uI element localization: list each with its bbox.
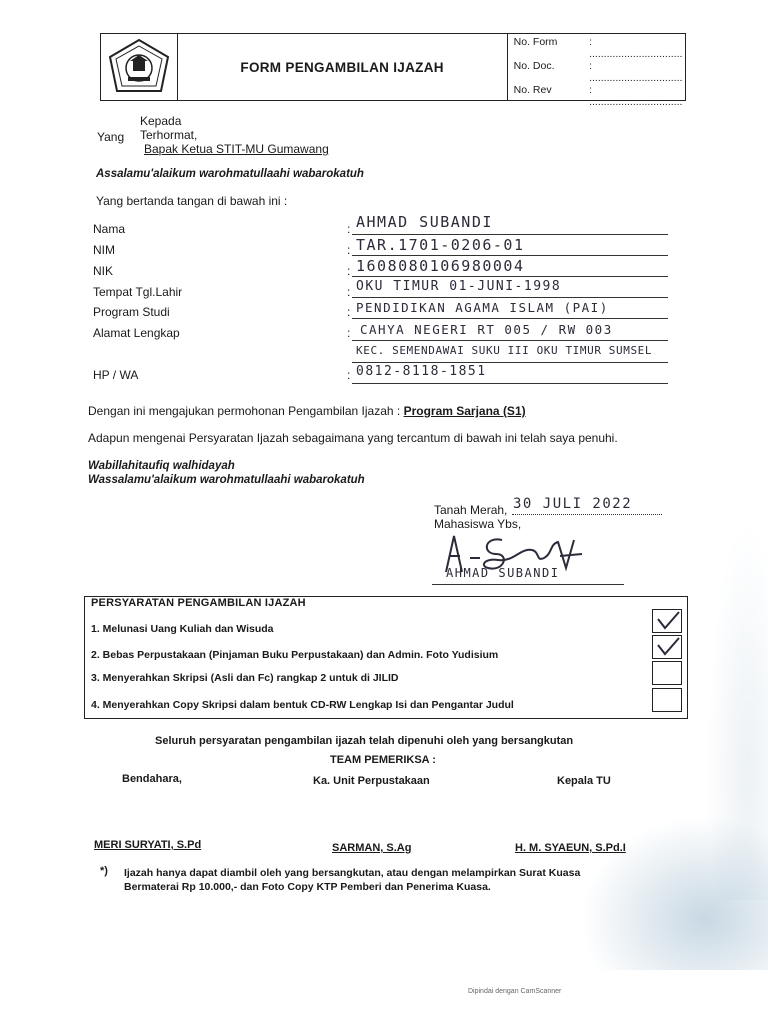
field-label-prodi: Program Studi [93,305,170,319]
field-line [352,318,668,319]
colon: : [347,305,351,319]
field-value-prodi: PENDIDIKAN AGAMA ISLAM (PAI) [356,300,609,315]
colon: : [347,222,351,236]
requirements-title: PERSYARATAN PENGAMBILAN IJAZAH [91,597,306,609]
date-dots [512,514,662,515]
signature-place: Tanah Merah, [434,503,508,517]
field-line [352,276,668,277]
field-label-hp: HP / WA [93,368,139,382]
closing-2: Wassalamu'alaikum warohmatullaahi wabarokatuh [88,474,365,486]
meta-value: : ................................ [589,60,683,84]
signature-line [432,584,624,585]
name-bendahara: MERI SURYATI, S.Pd [94,839,202,851]
colon: : [347,243,351,257]
meta-row-rev [514,84,685,108]
requirement-checkbox-1[interactable] [652,609,682,633]
role-kepala-tu: Kepala TU [557,775,611,787]
meta-value: : ................................ [589,36,683,60]
institution-logo-icon [104,37,174,97]
field-label-nama: Nama [93,222,126,236]
field-value-hp: 0812-8118-1851 [356,364,487,379]
form-header [100,33,686,108]
meta-label: No. Form [513,36,558,48]
recipient-line3: Bapak Ketua STIT-MU Gumawang [144,142,329,156]
field-value-ttl: OKU TIMUR 01-JUNI-1998 [356,279,562,294]
requirements-box [84,596,688,719]
recipient-line1: Kepada [140,114,182,128]
request-program: Program Sarjana (S1) [403,404,526,418]
field-line [352,362,668,363]
request-line [88,404,526,418]
name-kepala-tu: H. M. SYAEUN, S.Pd.I [515,842,626,854]
colon: : [347,368,351,382]
recipient-yang: Yang [97,130,125,144]
request-text: Dengan ini mengajukan permohonan Pengambilan Ijazah : [88,404,401,418]
colon: : [347,326,351,340]
footnote-line2: Bermaterai Rp 10.000,- dan Foto Copy KTP Pemberi dan Penerima Kuasa. [124,881,491,893]
role-bendahara: Bendahara, [122,773,182,785]
logo-cell [101,34,178,100]
requirement-item: 2. Bebas Perpustakaan (Pinjaman Buku Perpustakaan) dan Admin. Foto Yudisium [91,649,499,661]
greeting-open: Assalamu'alaikum warohmatullaahi wabarokatuh [96,168,364,180]
field-value-nama: AHMAD SUBANDI [356,213,493,231]
scanner-mark: Dipindai dengan CamScanner [468,988,562,995]
signature-name: AHMAD SUBANDI [446,566,560,580]
meta-value: : ................................ [589,84,683,108]
footnote-line1: Ijazah hanya dapat diambil oleh yang bersangkutan, atau dengan melampirkan Surat Kuasa [124,867,581,879]
field-line [352,234,668,235]
meta-row-doc [514,60,685,84]
field-label-nik: NIK [93,264,114,278]
meta-row-form [514,36,685,60]
requirement-checkbox-4[interactable] [652,688,682,712]
checkmark-icon [655,635,681,657]
role-perpustakaan: Ka. Unit Perpustakaan [313,775,430,787]
signature-date: 30 JULI 2022 [513,496,633,512]
name-perpustakaan: SARMAN, S.Ag [332,842,412,854]
requirement-item: 3. Menyerahkan Skripsi (Asli dan Fc) rangkap 2 untuk di JILID [91,672,399,684]
footnote-mark: *) [100,865,108,877]
field-value-alamat2: KEC. SEMENDAWAI SUKU III OKU TIMUR SUMSEL [356,344,653,357]
closing-1: Wabillahitaufiq walhidayah [88,460,235,472]
checkmark-icon [655,609,681,631]
meta-label: No. Rev [513,84,552,96]
form-meta [508,34,685,108]
field-label-nim: NIM [93,243,115,257]
field-line [352,340,668,341]
colon: : [347,264,351,278]
verification-team: TEAM PEMERIKSA : [330,754,436,766]
intro-text: Yang bertanda tangan di bawah ini : [96,194,288,208]
field-value-nim: TAR.1701-0206-01 [356,236,525,254]
colon: : [347,285,351,299]
verification-statement: Seluruh persyaratan pengambilan ijazah telah dipenuhi oleh yang bersangkutan [155,735,574,747]
field-label-ttl: Tempat Tgl.Lahir [93,285,183,299]
recipient-line2: Terhormat, [140,128,198,142]
requirements-note: Adapun mengenai Persyaratan Ijazah sebagaimana yang tercantum di bawah ini telah saya penuhi. [88,431,618,445]
requirement-item: 4. Menyerahkan Copy Skripsi dalam bentuk CD-RW Lengkap Isi dan Pengantar Judul [91,699,514,711]
field-label-alamat: Alamat Lengkap [93,326,180,340]
field-line [352,297,668,298]
field-line [352,255,668,256]
field-value-alamat1: CAHYA NEGERI RT 005 / RW 003 [360,322,613,337]
field-value-nik: 1608080106980004 [356,257,525,275]
requirement-checkbox-3[interactable] [652,661,682,685]
requirement-checkbox-2[interactable] [652,635,682,659]
form-title: FORM PENGAMBILAN IJAZAH [178,34,508,100]
meta-label: No. Doc. [513,60,555,72]
field-line [352,383,668,384]
signature-role: Mahasiswa Ybs, [434,517,522,531]
requirement-item: 1. Melunasi Uang Kuliah dan Wisuda [91,623,274,635]
